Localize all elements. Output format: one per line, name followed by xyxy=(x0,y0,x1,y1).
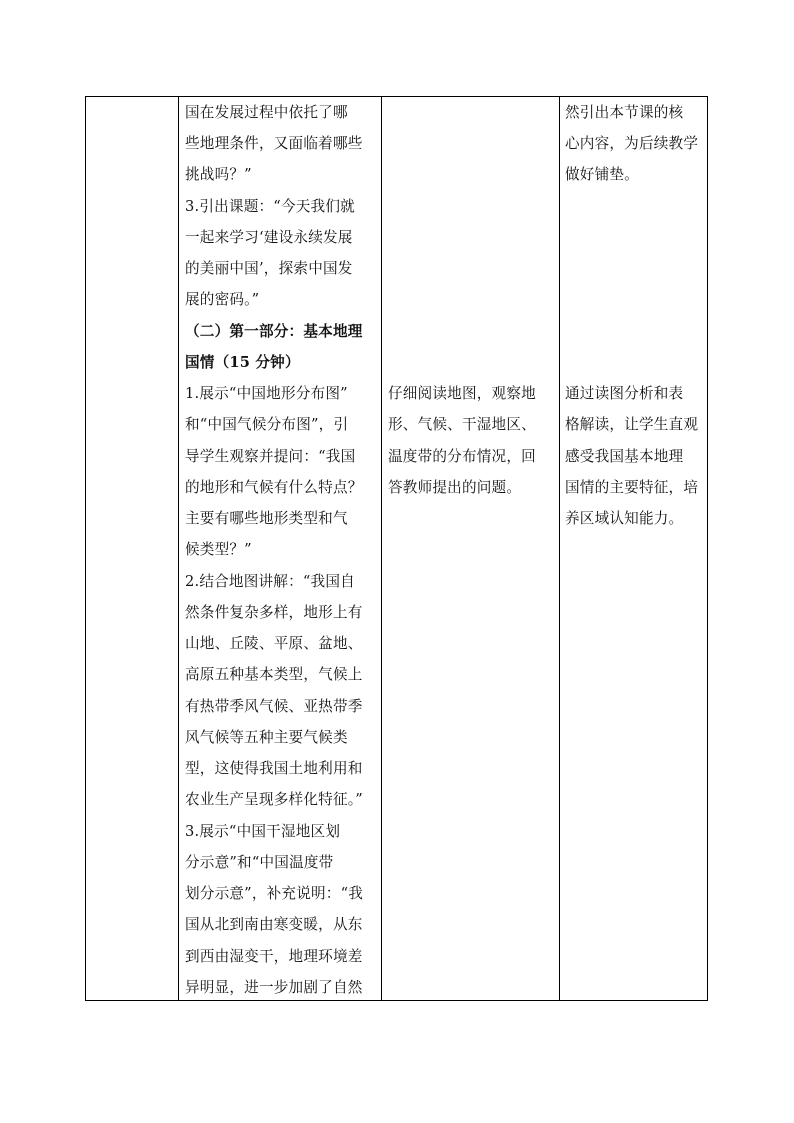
text-line: 国从北到南由寒变暖，从东 xyxy=(185,916,363,933)
text-line: 感受我国基本地理 xyxy=(565,448,684,465)
text-line: 3.展示“中国干湿地区划 xyxy=(185,823,341,840)
text-line: 的美丽中国’，探索中国发 xyxy=(185,260,353,277)
text-line: 2.结合地图讲解：“我国自 xyxy=(185,573,355,590)
text-line: 山地、丘陵、平原、盆地、 xyxy=(185,635,363,652)
text-line: 做好铺垫。 xyxy=(565,166,639,183)
text-line: 通过读图分析和表 xyxy=(565,385,684,402)
section-heading: 国情（15 分钟） xyxy=(185,354,300,371)
section-heading: （二）第一部分：基本地理 xyxy=(185,323,363,340)
text-line: 然引出本节课的核 xyxy=(565,104,684,121)
text-line: 的地形和气候有什么特点？ xyxy=(185,479,363,496)
text-line: 展的密码。” xyxy=(185,291,260,308)
text-line: 一起来学习‘建设永续发展 xyxy=(185,229,353,246)
cell-stage xyxy=(86,97,178,1000)
text-line: 仔细阅读地图，观察地 xyxy=(388,385,536,402)
text-line: 些地理条件，又面临着哪些 xyxy=(185,135,363,152)
text-line: 养区域认知能力。 xyxy=(565,510,684,527)
text-line: 温度带的分布情况，回 xyxy=(388,448,536,465)
text-line: 心内容，为后续教学 xyxy=(565,135,699,152)
text-line: 农业生产呈现多样化特征。” xyxy=(185,791,363,808)
text-line: 形、气候、干湿地区、 xyxy=(388,416,536,433)
text-line: 国在发展过程中依托了哪 xyxy=(185,104,348,121)
cell-student-activity xyxy=(388,97,559,1000)
text-line: 和“中国气候分布图”，引 xyxy=(185,416,349,433)
text-line: 主要有哪些地形类型和气 xyxy=(185,510,348,527)
text-line: 到西由湿变干，地理环境差 xyxy=(185,948,363,965)
cell-teacher-activity xyxy=(185,97,381,1000)
text-line: 型，这使得我国土地利用和 xyxy=(185,760,363,777)
text-line: 有热带季风气候、亚热带季 xyxy=(185,698,363,715)
text-line: 划分示意”，补充说明：“我 xyxy=(185,885,364,902)
text-line: 风气候等五种主要气候类 xyxy=(185,729,348,746)
text-line: 3.引出课题：“今天我们就 xyxy=(185,198,355,215)
text-line: 国情的主要特征，培 xyxy=(565,479,699,496)
text-line: 答教师提出的问题。 xyxy=(388,479,522,496)
text-line: 挑战吗？” xyxy=(185,166,252,183)
cell-design-intent xyxy=(565,97,708,1000)
column-divider xyxy=(178,97,179,1000)
column-divider xyxy=(559,97,560,1000)
lesson-plan-table xyxy=(85,96,708,1001)
text-line: 然条件复杂多样，地形上有 xyxy=(185,604,363,621)
text-line: 格解读，让学生直观 xyxy=(565,416,699,433)
text-line: 导学生观察并提问：“我国 xyxy=(185,448,356,465)
text-line: 1.展示“中国地形分布图” xyxy=(185,385,348,402)
text-line: 高原五种基本类型，气候上 xyxy=(185,666,363,683)
text-line: 分示意”和“中国温度带 xyxy=(185,854,334,871)
text-line: 异明显，进一步加剧了自然 xyxy=(185,979,363,996)
text-line: 候类型？” xyxy=(185,541,252,558)
column-divider xyxy=(381,97,382,1000)
